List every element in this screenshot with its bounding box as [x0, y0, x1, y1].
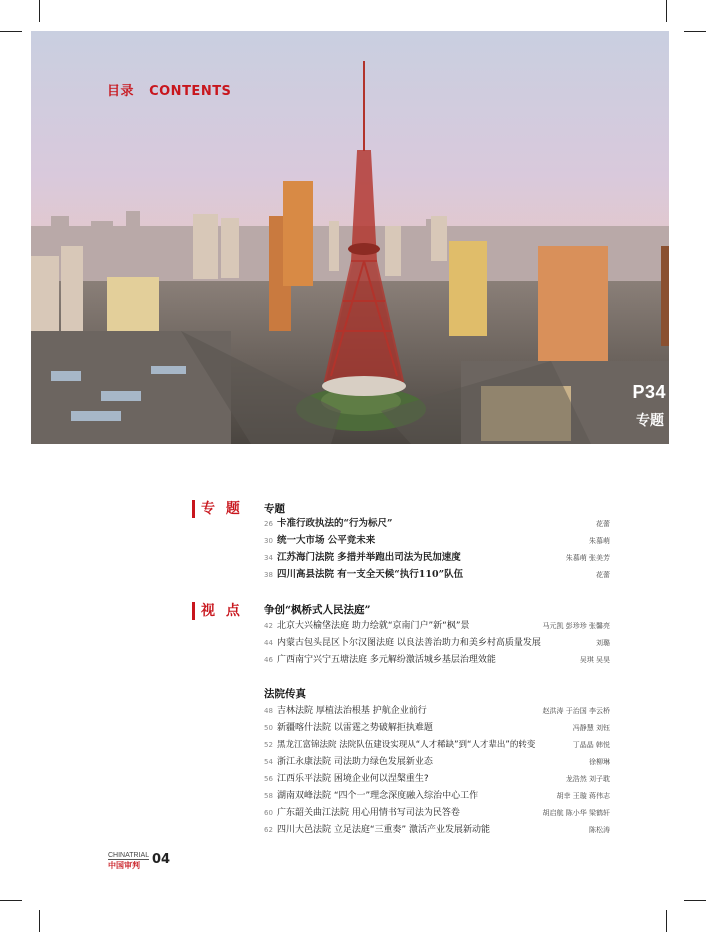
toc-page: 26 [264, 520, 273, 528]
toc-title: 广东韶关曲江法院 用心用情书写司法为民答卷 [277, 808, 460, 818]
toc-title: 内蒙古包头昆区卜尔汉图法庭 以良法善治助力和美乡村高质量发展 [277, 638, 541, 648]
toc-page: 56 [264, 775, 273, 783]
toc-entry[interactable] [264, 618, 610, 634]
hero-label: 专题 [636, 413, 664, 429]
toc-title: 四川大邑法院 立足法庭“三重奏” 激活产业发展新动能 [277, 825, 491, 835]
toc-entry[interactable] [264, 550, 610, 566]
crop-mark [684, 900, 706, 901]
toc-author: 徐柳琳 [589, 758, 610, 766]
toc-author: 赵洪涛 于治国 李云桥 [542, 707, 610, 715]
toc-heading-en: CONTENTS [149, 84, 232, 99]
toc-page: 58 [264, 792, 273, 800]
toc-page: 48 [264, 707, 273, 715]
toc-page: 38 [264, 571, 273, 579]
crop-mark [0, 900, 22, 901]
toc-page: 60 [264, 809, 273, 817]
toc-title: 浙江永康法院 司法助力绿色发展新业态 [277, 757, 433, 767]
toc-title: 吉林法院 厚植法治根基 护航企业前行 [277, 706, 427, 716]
toc-entry[interactable] [264, 805, 610, 821]
toc-entry[interactable] [264, 720, 610, 736]
toc-author: 朱慕萌 张美芳 [565, 554, 610, 562]
toc-author: 刘璐 [596, 639, 610, 647]
toc-entry[interactable] [264, 703, 610, 719]
crop-mark [0, 31, 22, 32]
group-title: 争创“枫桥式人民法庭” [264, 604, 371, 616]
toc-title: 北京大兴榆垡法庭 助力绘就“京南门户”新“枫”景 [277, 621, 470, 631]
toc-entry[interactable] [264, 737, 610, 753]
toc-title: 黑龙江富锦法院 法院队伍建设实现从“人才稀缺”到“人才辈出”的转变 [277, 740, 536, 750]
toc-page: 62 [264, 826, 273, 834]
toc-entry[interactable] [264, 533, 610, 549]
group-title: 专题 [264, 503, 285, 515]
magazine-logo [108, 852, 149, 871]
crop-mark [39, 0, 40, 22]
toc-author: 龙浩然 刘子耽 [565, 775, 610, 783]
toc-title: 湖南双峰法院 “四个一”理念深度融入综治中心工作 [277, 791, 479, 801]
group-title: 法院传真 [264, 688, 306, 700]
toc-author: 吴琪 吴昊 [579, 656, 610, 664]
toc-entry[interactable] [264, 635, 610, 651]
toc-page: 52 [264, 741, 273, 749]
toc-entry[interactable] [264, 754, 610, 770]
section-mark-zhuanti: 专 题 [192, 500, 261, 518]
toc-author: 胡幸 王璇 蒋伟志 [556, 792, 610, 800]
toc-author: 冯静慧 刘钰 [572, 724, 610, 732]
toc-page: 30 [264, 537, 273, 545]
toc-author: 马元凯 彭珍珍 张馨亮 [542, 622, 610, 630]
toc-page: 34 [264, 554, 273, 562]
hero-page-ref: P34 [632, 382, 666, 402]
toc-page: 46 [264, 656, 273, 664]
toc-title: 统一大市场 公平竞未来 [277, 535, 376, 546]
crop-mark [684, 31, 706, 32]
page-number: 04 [152, 852, 171, 867]
toc-entry[interactable] [264, 771, 610, 787]
toc-author: 陈松涛 [589, 826, 610, 834]
toc-page: 54 [264, 758, 273, 766]
toc-title: 广西南宁兴宁五塘法庭 多元解纷激活城乡基层治理效能 [277, 655, 496, 665]
toc-author: 朱慕萌 [589, 537, 610, 545]
crop-mark [666, 0, 667, 22]
toc-author: 花蕾 [596, 571, 610, 579]
toc-page: 50 [264, 724, 273, 732]
toc-author: 花蕾 [596, 520, 610, 528]
toc-entry[interactable] [264, 516, 610, 532]
toc-entry[interactable] [264, 822, 610, 838]
toc-title: 四川高县法院 有一支全天候“执行110”队伍 [277, 569, 464, 580]
toc-title: 江苏海门法院 多措并举跑出司法为民加速度 [277, 552, 461, 563]
toc-entry[interactable] [264, 788, 610, 804]
crop-mark [39, 910, 40, 932]
section-mark-shidian: 视 点 [192, 602, 261, 620]
toc-heading [107, 80, 231, 99]
toc-page: 44 [264, 639, 273, 647]
crop-mark [666, 910, 667, 932]
toc-entry[interactable] [264, 567, 610, 583]
toc-page: 42 [264, 622, 273, 630]
magazine-logo-en: CHINATRIAL [108, 852, 150, 859]
toc-entry[interactable] [264, 652, 610, 668]
toc-title: 江西乐平法院 困境企业何以涅槃重生? [277, 774, 429, 784]
toc-author: 丁晶晶 韩悦 [572, 741, 610, 749]
magazine-logo-cn: 中国审判 [108, 859, 149, 871]
toc-heading-cn: 目录 [107, 84, 135, 99]
toc-title: 卡准行政执法的“行为标尺” [277, 518, 393, 529]
toc-title: 新疆喀什法院 以雷霆之势破解拒执难题 [277, 723, 433, 733]
toc-author: 胡启航 陈小华 梁鹤轩 [542, 809, 610, 817]
